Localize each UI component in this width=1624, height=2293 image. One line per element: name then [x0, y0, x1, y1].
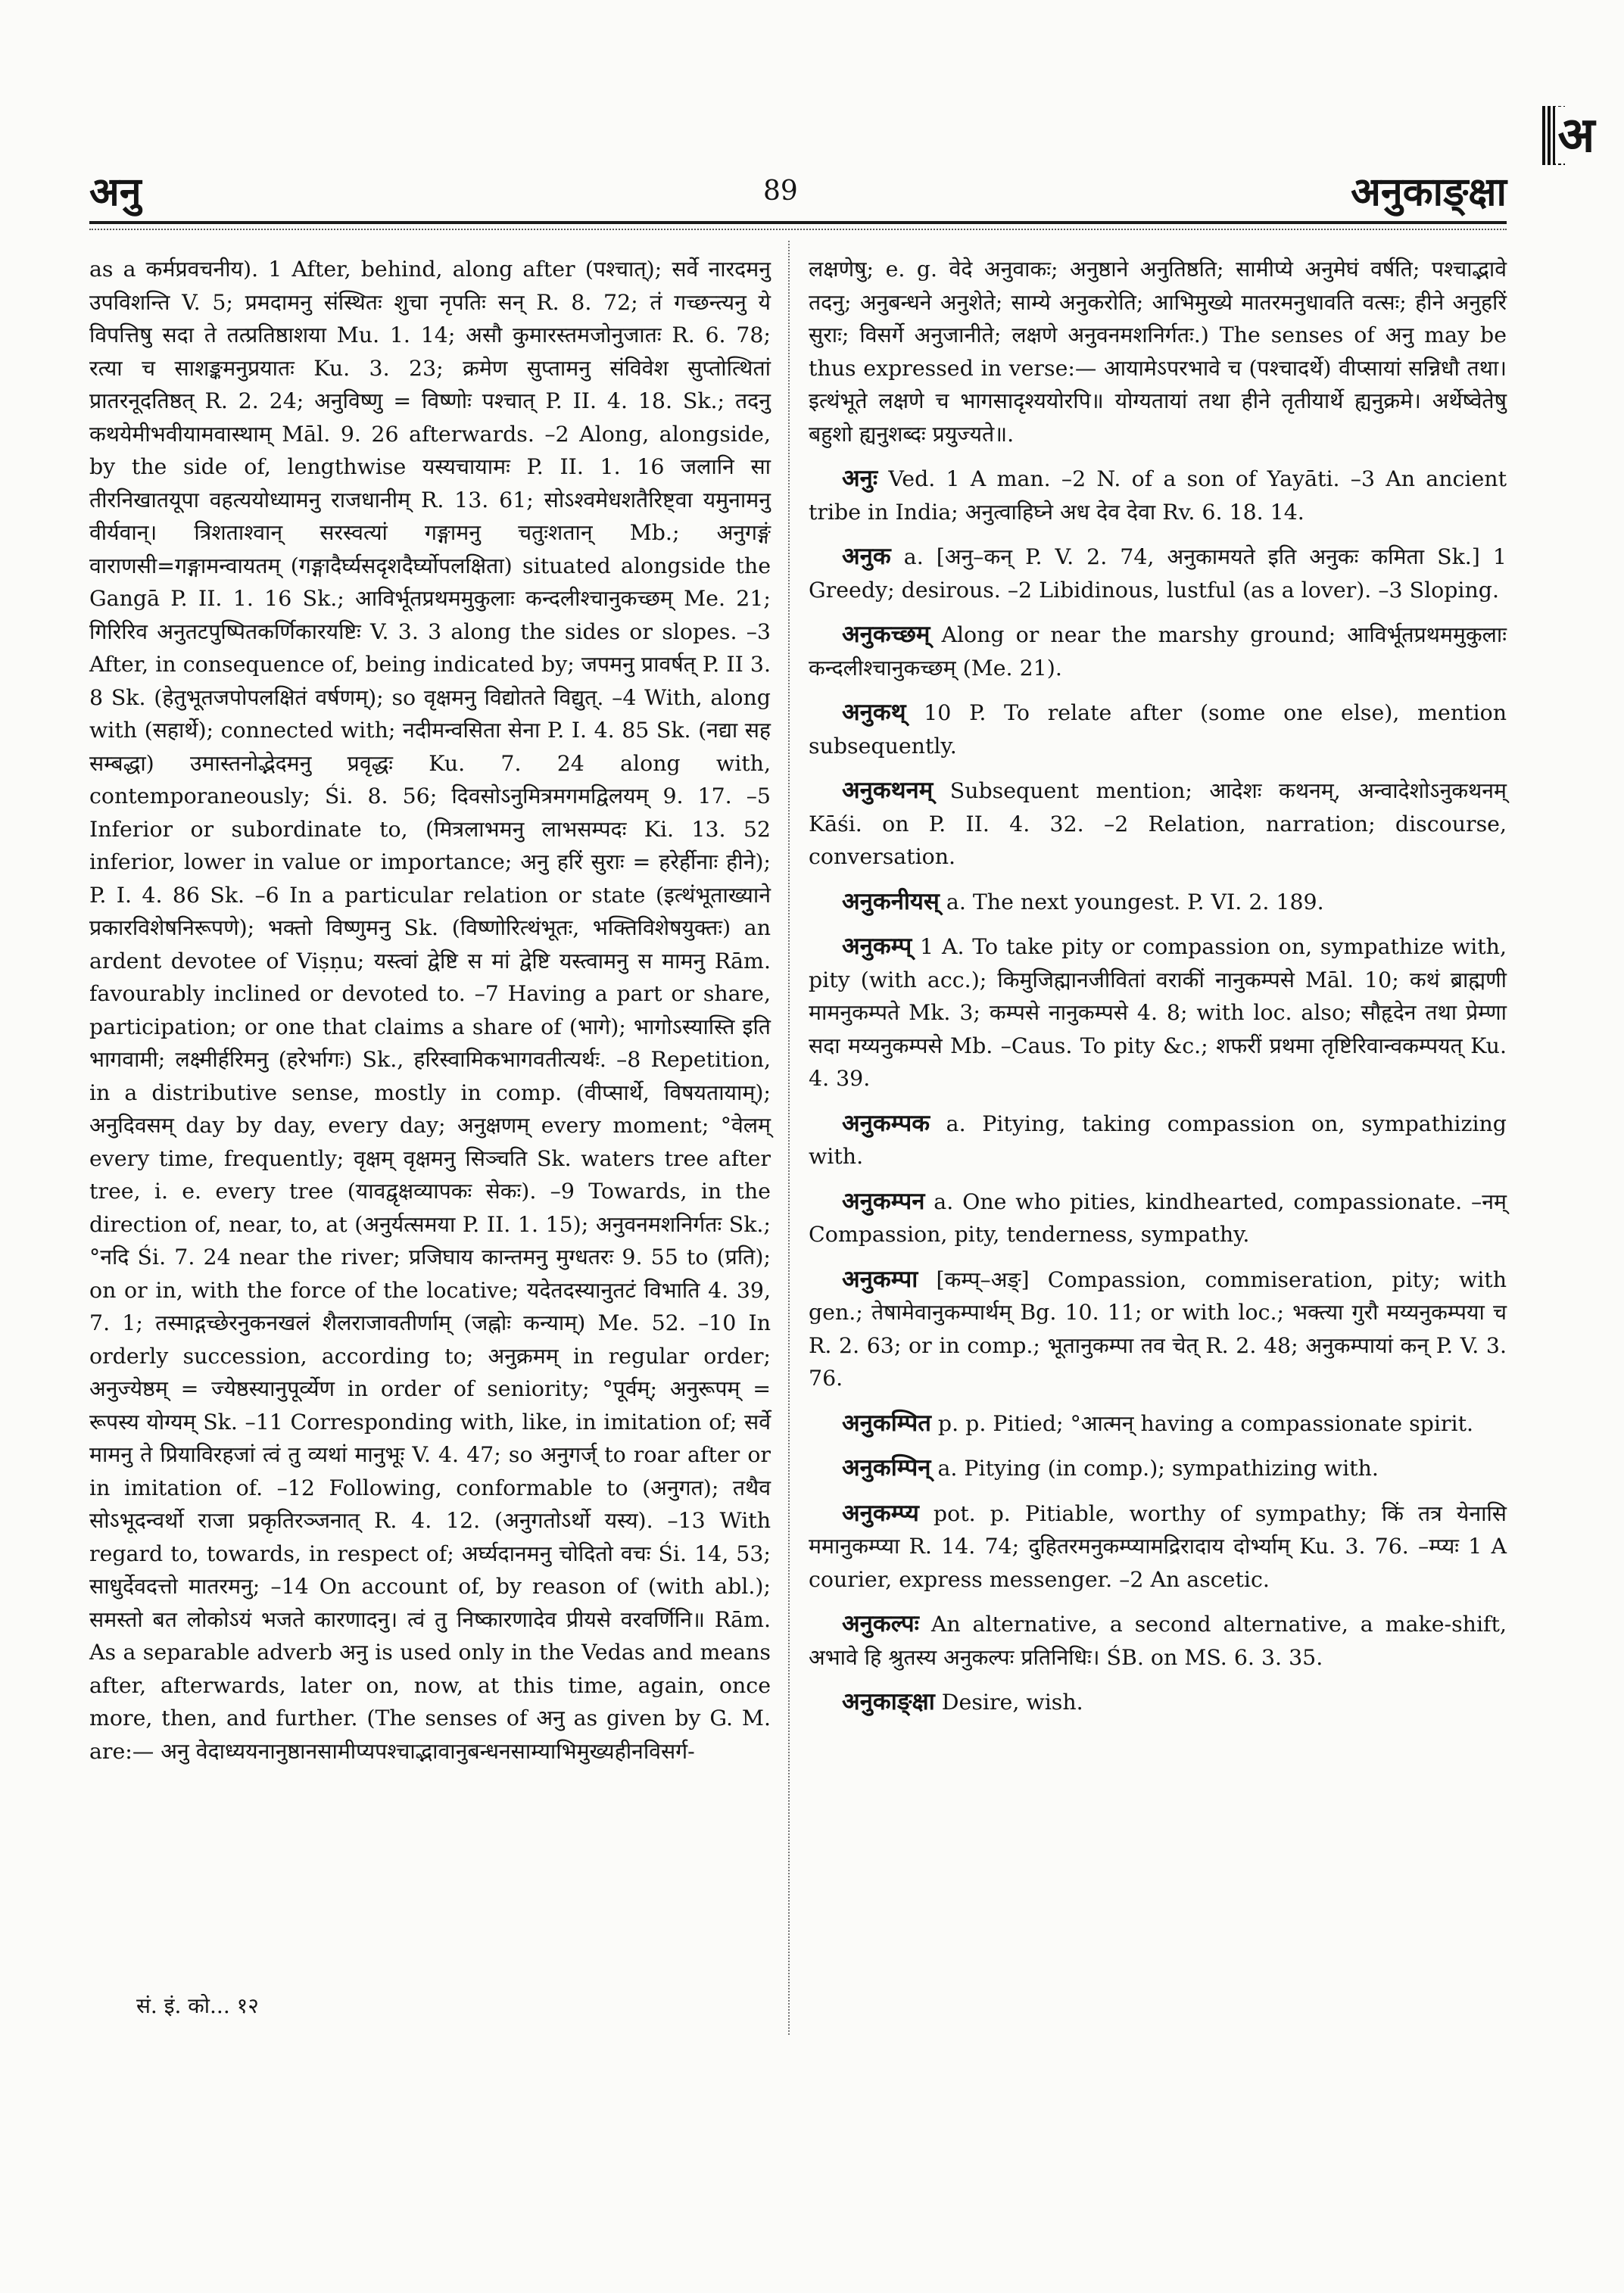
entry-headword: अनुकम्पा	[842, 1265, 918, 1293]
entry-text: An alternative, a second alternative, a make-shift, अभावे हि श्रुतस्य अनुकल्पः प्रतिनिधिः। ŚB. on MS. 6. 3. 35.	[809, 1612, 1507, 1670]
entry-headword: अनुकम्प्य	[842, 1499, 919, 1527]
dictionary-entry	[809, 1608, 1507, 1674]
dictionary-entry	[809, 886, 1507, 919]
entry-headword: अनुकम्पित	[842, 1409, 931, 1437]
entry-headword: अनुः	[842, 465, 878, 492]
entry-text: p. p. Pitied; °आत्मन् having a compassionate spirit.	[930, 1410, 1474, 1436]
entry-text: a. The next youngest. P. VI. 2. 189.	[939, 889, 1324, 914]
entry-text: लक्षणेषु; e. g. वेदे अनुवाकः; अनुष्ठाने अनुतिष्ठति; सामीप्ये अनुमेघं वर्षति; पश्चाद्भावे तदनु; अनुबन्धने अनुशेते; साम्ये अनुकरोति; आभिमुख्ये मातरमनुधावति वत्सः; हीने अनुहरिं सुराः; विसर्गे अनुजानीते; लक्षणे अनुवनमशनिर्गतः.) The senses of अनु may be thus expressed in verse:— आयामेऽपरभावे च (पश्चादर्थे) वीप्सायां सन्निधौ तथा। इत्थंभूते लक्षणे च भागसादृश्ययोरपि॥ योग्यतायां तथा हीने तृतीयार्थे ह्यनुक्रमे। अर्थेष्वेतेषु बहुशो ह्यनुशब्दः प्रयुज्यते॥.	[809, 257, 1507, 447]
entry-text: Ved. 1 A man. –2 N. of a son of Yayāti. –3 An ancient tribe in India; अनुत्वाहिघ्ने अध देव देवा Rv. 6. 18. 14.	[809, 466, 1507, 525]
page-number: 89	[763, 176, 798, 207]
left-column	[89, 253, 771, 1768]
dictionary-entry	[809, 1452, 1507, 1485]
entry-headword: अनुकम्पिन्	[842, 1454, 931, 1481]
running-headword-right: अनुकाङ्क्षा	[1351, 169, 1507, 215]
entry-text: Subsequent mention; आदेशः कथनम्, अन्वादेशोऽनुकथनम् Kāśi. on P. II. 4. 32. –2 Relation, narration; discourse, conversation.	[809, 778, 1507, 869]
right-column	[809, 253, 1507, 1731]
footer-signature: सं. इं. को... १२	[136, 1993, 259, 2018]
entry-text: 1 A. To take pity or compassion on, sympathize with, pity (with acc.); किमुजिह्मानजीवितां वराकीं नानुकम्पसे Māl. 10; कथं ब्राह्मणी मामनुकम्पते Mk. 3; कम्पसे नानुकम्पसे 4. 8; with loc. also; सौहृदेन तथा प्रेम्णा सदा मय्यनुकम्पसे Mb. –Caus. To pity &c.; शफरीं प्रथमा तृष्टिरिवान्वकम्पयत् Ku. 4. 39.	[809, 934, 1507, 1091]
dictionary-entry	[809, 930, 1507, 1095]
column-divider	[788, 241, 790, 2035]
entry-text: a. Pitying, taking compassion on, sympathizing with.	[809, 1111, 1507, 1169]
dictionary-entry	[809, 541, 1507, 606]
dictionary-entry	[809, 1108, 1507, 1173]
entry-text: Desire, wish.	[934, 1690, 1083, 1715]
entry-headword: अनुकथनम्	[842, 777, 934, 804]
dictionary-entry	[809, 1263, 1507, 1395]
dictionary-entry	[809, 1497, 1507, 1597]
entry-text: a. Pitying (in comp.); sympathizing with.	[930, 1456, 1379, 1481]
entry-text: a. One who pities, kindhearted, compassionate. –नम् Compassion, pity, tenderness, sympathy.	[809, 1189, 1507, 1247]
entry-text: [कम्प्–अङ्] Compassion, commiseration, pity; with gen.; तेषामेवानुकम्पार्थम् Bg. 10. 11; or with loc.; भक्त्या गुरौ मय्यनुकम्पया च R. 2. 63; or in comp.; भूतानुकम्पा तव चेत् R. 2. 48; अनुकम्पायां कन् P. V. 3. 76.	[809, 1266, 1507, 1391]
entry-headword: अनुक	[842, 543, 891, 570]
left-column-text: as a कर्मप्रवचनीय). 1 After, behind, along after (पश्चात्); सर्वे नारदमनु उपविशन्ति V. 5; प्रमदामनु संस्थितः शुचा नृपतिः सन् R. 8. 72; तं गच्छन्त्यनु ये विपत्तिषु सदा ते तत्प्रतिष्ठाशया Mu. 1. 14; असौ कुमारस्तमजोनुजातः R. 6. 78; रत्या च साशङ्कमनुप्रयातः Ku. 3. 23; क्रमेण सुप्तामनु संविवेश सुप्तोत्थितां प्रातरनूदतिष्ठत् R. 2. 24; अनुविष्णु = विष्णोः पश्चात् P. II. 4. 18. Sk.; तदनु कथयेमीभवीयामवास्थाम् Māl. 9. 26 afterwards. –2 Along, alongside, by the side of, lengthwise यस्यचायामः P. II. 1. 16 जलानि सा तीरनिखातयूपा वहत्ययोध्यामनु राजधानीम् R. 13. 61; सोऽश्वमेधशतैरिष्ट्वा यमुनामनु वीर्यवान्। त्रिशताश्वान् सरस्वत्यां गङ्गामनु चतुःशतान् Mb.; अनुगङ्गं वाराणसी=गङ्गामन्वायतम् (गङ्गादैर्घ्यसदृशदैर्घ्योपलक्षिता) situated alongside the Gangā P. II. 1. 16 Sk.; आविर्भूतप्रथममुकुलाः कन्दलीश्चानुकच्छम् Me. 21; गिरिरिव अनुतटपुष्पितकर्णिकारयष्टिः V. 3. 3 along the sides or slopes. –3 After, in consequence of, being indicated by; जपमनु प्रावर्षत् P. II 3. 8 Sk. (हेतुभूतजपोपलक्षितं वर्षणम्); so वृक्षमनु विद्योतते विद्युत्. –4 With, along with (सहार्थे); connected with; नदीमन्वसिता सेना P. I. 4. 85 Sk. (नद्या सह सम्बद्धा) उमास्तनोद्भेदमनु प्रवृद्धः Ku. 7. 24 along with, contemporaneously; Śi. 8. 56; दिवसोऽनुमित्रमगमद्विलयम् 9. 17. –5 Inferior or subordinate to, (मित्रलाभमनु लाभसम्पदः Ki. 13. 52 inferior, lower in value or importance; अनु हरिं सुराः = हरेर्हीनाः हीने); P. I. 4. 86 Sk. –6 In a particular relation or state (इत्थंभूताख्याने प्रकारविशेषनिरूपणे); भक्तो विष्णुमनु Sk. (विष्णोरित्थंभूतः, भक्तिविशेषयुक्तः) an ardent devotee of Viṣṇu; यस्त्वां द्वेष्टि स मां द्वेष्टि यस्त्वामनु स मामनु Rām. favourably inclined or devoted to. –7 Having a part or share, participation; or one that claims a share of (भागे); भागोऽस्यास्ति इति भागवामी; लक्ष्मीर्हरिमनु (हरेर्भागः) Sk., हरिस्वामिकभागवतीत्यर्थः. –8 Repetition, in a distributive sense, mostly in comp. (वीप्सार्थे, विषयतायाम्); अनुदिवसम् day by day, every day; अनुक्षणम् every moment; °वेलम् every time, frequently; वृक्षम् वृक्षमनु सिञ्चति Sk. waters tree after tree, i. e. every tree (यावद्वृक्षव्यापकः सेकः). –9 Towards, in the direction of, near, to, at (अनुर्यत्समया P. II. 1. 15); अनुवनमशनिर्गतः Sk.; °नदि Śi. 7. 24 near the river; प्रजिघाय कान्तमनु मुग्धतरः 9. 55 to (प्रति); on or in, with the force of the locative; यदेतदस्यानुतटं विभाति 4. 39, 7. 1; तस्माद्गच्छेरनुकनखलं शैलराजावतीर्णाम् (जह्नोः कन्याम्) Me. 52. –10 In orderly succession, according to; अनुक्रमम् in regular order; अनुज्येष्ठम् = ज्येष्ठस्यानुपूर्व्येण in order of seniority; °पूर्वम्; अनुरूपम् = रूपस्य योग्यम् Sk. –11 Corresponding with, like, in imitation of; सर्वे मामनु ते प्रियाविरहजां त्वं तु व्यथां मानुभूः V. 4. 47; so अनुगर्ज् to roar after or in imitation of. –12 Following, conformable to (अनुगत); तथैव सोऽभूदन्वर्थो राजा प्रकृतिरञ्जनात् R. 4. 12. (अनुगतोऽर्थो यस्य). –13 With regard to, towards, in respect of; अर्घ्यदानमनु चोदितो वचः Śi. 14, 53; साधुर्देवदत्तो मातरमनु; –14 On account of, by reason of (with abl.); समस्तो बत लोकोऽयं भजते कारणादनु। त्वं तु निष्कारणादेव प्रीयसे वरवर्णिनि॥ Rām. As a separable adverb अनु is used only in the Vedas and means after, afterwards, later on, now, at this time, again, once more, then, and further. (The senses of अनु as given by G. M. are:— अनु वेदाध्ययनानुष्ठानसामीप्यपश्चाद्भावानुबन्धनसाम्याभिमुख्यहीनविसर्ग-	[89, 257, 771, 1764]
running-headword-left: अनु	[89, 169, 142, 215]
entry-headword: अनुकनीयस्	[842, 887, 940, 915]
entry-headword: अनुकथ्	[842, 699, 906, 726]
entry-headword: अनुकम्पन	[842, 1187, 925, 1215]
entry-text: pot. p. Pitiable, worthy of sympathy; किं तत्र येनासि ममानुकम्प्या R. 14. 74; दुहितरमनुकम्प्यामद्रिरादाय दोर्भ्याम् Ku. 3. 76. –म्प्यः 1 A courier, express messenger. –2 An ascetic.	[809, 1500, 1507, 1592]
entry-continuation	[809, 253, 1507, 450]
page-header	[89, 160, 1507, 221]
entry-text: a. [अनु–कन् P. V. 2. 74, अनुकामयते इति अनुकः कमिता Sk.] 1 Greedy; desirous. –2 Libidinous, lustful (as a lover). –3 Sloping.	[809, 544, 1507, 603]
entry-headword: अनुकम्पक	[842, 1109, 930, 1137]
entry-text: Along or near the marshy ground; आविर्भूतप्रथममुकुलाः कन्दलीश्चानुकच्छम् (Me. 21).	[809, 622, 1507, 681]
dictionary-entry	[809, 774, 1507, 874]
dictionary-entry	[809, 1407, 1507, 1441]
entry-headword: अनुकल्पः	[842, 1610, 919, 1637]
dictionary-entry	[809, 463, 1507, 528]
entry-headword: अनुकच्छम्	[842, 621, 930, 648]
entry-text: 10 P. To relate after (some one else), mention subsequently.	[809, 700, 1507, 759]
dictionary-entry	[809, 1185, 1507, 1251]
header-dotted-rule	[89, 229, 1507, 231]
dictionary-entry	[809, 1686, 1507, 1719]
section-thumb-index: अ	[1542, 106, 1607, 165]
dictionary-entry	[809, 618, 1507, 684]
entry-headword: अनुकाङ्क्षा	[842, 1688, 935, 1715]
entry-headword: अनुकम्प्	[842, 933, 912, 960]
dictionary-entry	[809, 696, 1507, 762]
header-rule	[89, 221, 1507, 224]
